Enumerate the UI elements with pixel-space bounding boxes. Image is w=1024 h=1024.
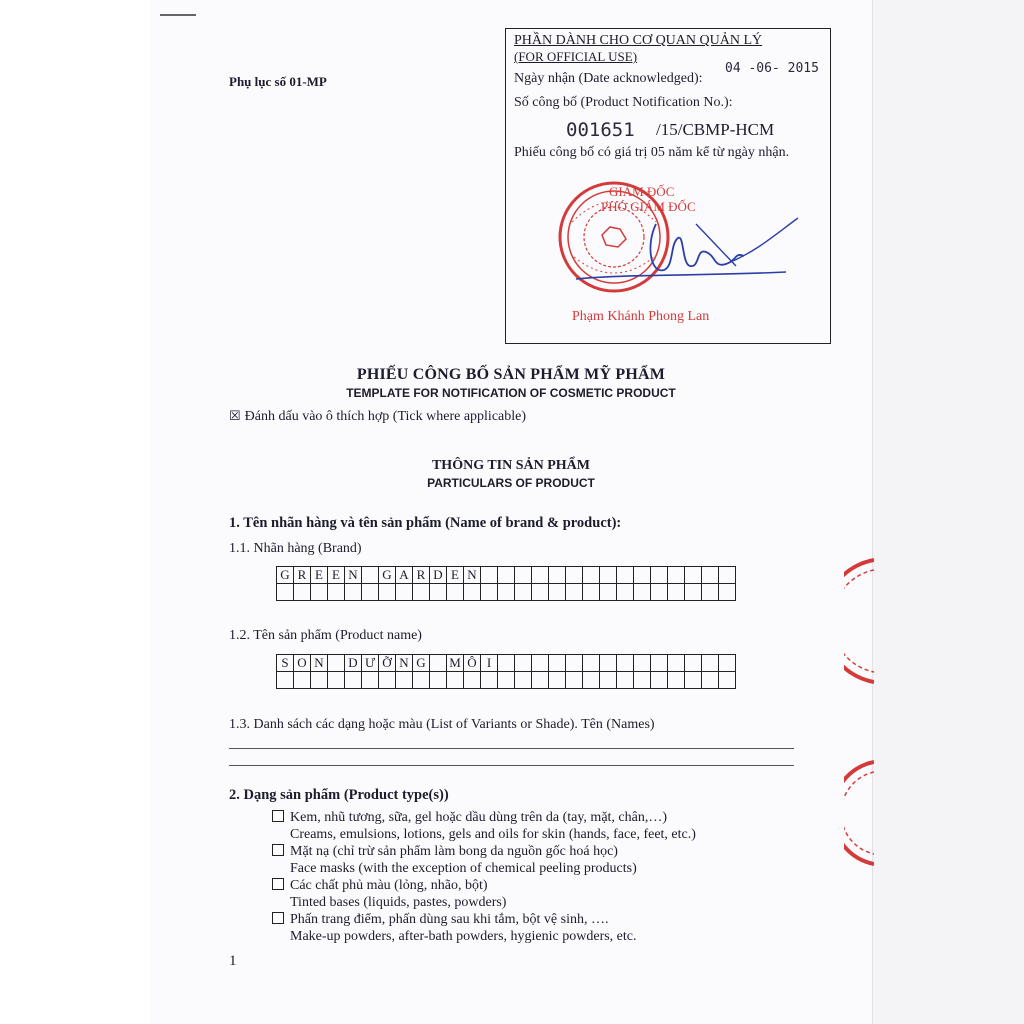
grid-cell[interactable]: [583, 655, 600, 672]
product-type-option-2[interactable]: [272, 844, 618, 860]
grid-row: [277, 567, 736, 584]
grid-cell[interactable]: Ô: [464, 655, 481, 672]
grid-cell[interactable]: [294, 584, 311, 601]
grid-cell[interactable]: [447, 584, 464, 601]
grid-cell[interactable]: [600, 672, 617, 689]
grid-cell[interactable]: [583, 567, 600, 584]
grid-cell[interactable]: [651, 567, 668, 584]
tick-instruction: [229, 408, 526, 425]
grid-cell[interactable]: [702, 672, 719, 689]
product-type-option-3[interactable]: [272, 878, 488, 894]
grid-cell[interactable]: D: [345, 655, 362, 672]
question-1-1-label: 1.1. Nhãn hàng (Brand): [229, 541, 362, 556]
grid-cell[interactable]: [702, 567, 719, 584]
grid-cell[interactable]: M: [447, 655, 464, 672]
grid-cell[interactable]: [685, 567, 702, 584]
grid-cell[interactable]: [464, 672, 481, 689]
grid-cell[interactable]: [583, 584, 600, 601]
option-label-vi: Mặt nạ (chỉ trừ sản phẩm làm bong da nguồn gốc hoá học): [290, 844, 618, 859]
product-type-option-4[interactable]: [272, 912, 608, 928]
grid-cell[interactable]: [634, 567, 651, 584]
grid-row: [277, 655, 736, 672]
question-1-3-label: 1.3. Danh sách các dạng hoặc màu (List of Variants or Shade). Tên (Names): [229, 717, 655, 732]
grid-cell[interactable]: [328, 672, 345, 689]
grid-cell[interactable]: [447, 672, 464, 689]
grid-cell[interactable]: E: [328, 567, 345, 584]
grid-cell[interactable]: [719, 672, 736, 689]
grid-cell[interactable]: [549, 672, 566, 689]
grid-cell[interactable]: [702, 655, 719, 672]
grid-cell[interactable]: [328, 655, 345, 672]
grid-cell[interactable]: [668, 584, 685, 601]
grid-cell[interactable]: G: [277, 567, 294, 584]
grid-cell[interactable]: [566, 672, 583, 689]
grid-cell[interactable]: N: [396, 655, 413, 672]
grid-cell[interactable]: [413, 584, 430, 601]
form-subtitle: TEMPLATE FOR NOTIFICATION OF COSMETIC PRODUCT: [346, 386, 676, 400]
grid-cell[interactable]: [668, 567, 685, 584]
annex-label: Phụ lục số 01-MP: [229, 74, 327, 89]
grid-cell[interactable]: [277, 584, 294, 601]
grid-cell[interactable]: [685, 584, 702, 601]
grid-cell[interactable]: [617, 672, 634, 689]
grid-cell[interactable]: [498, 655, 515, 672]
grid-cell[interactable]: [668, 672, 685, 689]
signer-role-deputy: PHÓ GIÁM ĐỐC: [601, 199, 696, 214]
grid-cell[interactable]: N: [464, 567, 481, 584]
grid-cell[interactable]: [651, 584, 668, 601]
grid-cell[interactable]: [362, 567, 379, 584]
grid-cell[interactable]: [362, 672, 379, 689]
grid-cell[interactable]: [413, 672, 430, 689]
checked-box-icon: ☒: [229, 408, 241, 423]
grid-cell[interactable]: R: [413, 567, 430, 584]
official-use-title: PHẦN DÀNH CHO CƠ QUAN QUẢN LÝ: [514, 33, 763, 48]
grid-cell[interactable]: [651, 655, 668, 672]
grid-cell[interactable]: D: [430, 567, 447, 584]
checkbox-icon[interactable]: [272, 810, 284, 822]
grid-cell[interactable]: [566, 567, 583, 584]
grid-cell[interactable]: [634, 584, 651, 601]
signature-icon: [566, 204, 806, 294]
grid-cell[interactable]: [549, 584, 566, 601]
grid-cell[interactable]: [702, 584, 719, 601]
edge-seal-icon: [844, 556, 874, 686]
grid-cell[interactable]: [430, 655, 447, 672]
section-title: THÔNG TIN SẢN PHẨM: [431, 458, 591, 473]
notification-number-label: Số công bố (Product Notification No.):: [514, 95, 733, 110]
grid-cell[interactable]: [532, 655, 549, 672]
grid-cell[interactable]: [719, 584, 736, 601]
grid-cell[interactable]: G: [379, 567, 396, 584]
grid-cell[interactable]: S: [277, 655, 294, 672]
grid-cell[interactable]: [685, 655, 702, 672]
grid-cell[interactable]: I: [481, 655, 498, 672]
grid-cell[interactable]: Ỡ: [379, 655, 396, 672]
grid-cell[interactable]: [498, 584, 515, 601]
grid-cell[interactable]: [481, 584, 498, 601]
grid-cell[interactable]: [617, 655, 634, 672]
tick-instruction-text: Đánh dấu vào ô thích hợp (Tick where applicable): [244, 409, 527, 424]
grid-cell[interactable]: [600, 655, 617, 672]
option-label-vi: Phấn trang điểm, phấn dùng sau khi tắm, bột vệ sinh, ….: [290, 912, 609, 927]
grid-cell[interactable]: Ư: [362, 655, 379, 672]
option-label-vi: Kem, nhũ tương, sữa, gel hoặc dầu dùng trên da (tay, mặt, chân,…): [290, 810, 668, 825]
option-label-en: Make-up powders, after-bath powders, hygienic powders, etc.: [290, 929, 637, 944]
grid-cell[interactable]: [481, 672, 498, 689]
page-number: 1: [229, 953, 237, 969]
grid-cell[interactable]: A: [396, 567, 413, 584]
grid-cell[interactable]: [481, 567, 498, 584]
validity-note: Phiếu công bố có giá trị 05 năm kể từ ngày nhận.: [514, 145, 790, 160]
grid-cell[interactable]: [617, 584, 634, 601]
option-label-vi: Các chất phủ màu (lỏng, nhão, bột): [290, 878, 488, 893]
grid-cell[interactable]: [396, 672, 413, 689]
grid-row: [277, 672, 736, 689]
grid-cell[interactable]: [668, 655, 685, 672]
grid-cell[interactable]: [634, 655, 651, 672]
section-subtitle: PARTICULARS OF PRODUCT: [427, 476, 595, 490]
official-use-title-en: (FOR OFFICIAL USE): [514, 49, 638, 64]
official-use-box: [505, 28, 831, 344]
product-name-char-grid[interactable]: [276, 654, 736, 689]
grid-cell[interactable]: G: [413, 655, 430, 672]
grid-cell[interactable]: [328, 584, 345, 601]
grid-cell[interactable]: R: [294, 567, 311, 584]
signer-role-director: GIÁM ĐỐC: [609, 184, 675, 199]
grid-cell[interactable]: [515, 567, 532, 584]
grid-cell[interactable]: [549, 655, 566, 672]
grid-cell[interactable]: [345, 672, 362, 689]
grid-cell[interactable]: [515, 672, 532, 689]
grid-row: [277, 584, 736, 601]
grid-cell[interactable]: [277, 672, 294, 689]
option-label-en: Creams, emulsions, lotions, gels and oils for skin (hands, face, feet, etc.): [290, 827, 696, 842]
grid-cell[interactable]: [311, 584, 328, 601]
grid-cell[interactable]: [379, 672, 396, 689]
grid-cell[interactable]: [498, 567, 515, 584]
option-label-en: Tinted bases (liquids, pastes, powders): [290, 895, 507, 910]
grid-cell[interactable]: [685, 672, 702, 689]
grid-cell[interactable]: [345, 584, 362, 601]
question-2-heading: 2. Dạng sản phẩm (Product type(s)): [229, 787, 449, 803]
grid-cell[interactable]: [379, 584, 396, 601]
grid-cell[interactable]: [583, 672, 600, 689]
product-type-option-1[interactable]: [272, 810, 667, 826]
grid-cell[interactable]: N: [345, 567, 362, 584]
grid-cell[interactable]: [719, 567, 736, 584]
edge-seal-icon: [844, 758, 874, 868]
date-acknowledged-value: 04 -06- 2015: [725, 61, 819, 76]
checkbox-icon[interactable]: [272, 912, 284, 924]
brand-char-grid[interactable]: [276, 566, 736, 601]
grid-cell[interactable]: [430, 584, 447, 601]
grid-cell[interactable]: [430, 672, 447, 689]
grid-cell[interactable]: [566, 584, 583, 601]
grid-cell[interactable]: [498, 672, 515, 689]
grid-cell[interactable]: O: [294, 655, 311, 672]
question-1-2-label: 1.2. Tên sản phẩm (Product name): [229, 628, 422, 643]
signer-name: Phạm Khánh Phong Lan: [572, 309, 710, 324]
grid-cell[interactable]: [515, 655, 532, 672]
grid-cell[interactable]: [600, 567, 617, 584]
variants-line-2[interactable]: [229, 765, 794, 766]
grid-cell[interactable]: [532, 567, 549, 584]
notification-number-suffix: /15/CBMP-HCM: [656, 120, 775, 139]
checkbox-icon[interactable]: [272, 878, 284, 890]
grid-cell[interactable]: [515, 584, 532, 601]
grid-cell[interactable]: [549, 567, 566, 584]
grid-cell[interactable]: [532, 584, 549, 601]
grid-cell[interactable]: [651, 672, 668, 689]
grid-cell[interactable]: [600, 584, 617, 601]
scan-mark: [160, 14, 196, 16]
grid-cell[interactable]: [362, 584, 379, 601]
grid-cell[interactable]: [566, 655, 583, 672]
grid-cell[interactable]: [294, 672, 311, 689]
grid-cell[interactable]: [396, 584, 413, 601]
page-background-edge: [872, 0, 1024, 1024]
grid-cell[interactable]: [532, 672, 549, 689]
grid-cell[interactable]: E: [447, 567, 464, 584]
grid-cell[interactable]: [634, 672, 651, 689]
checkbox-icon[interactable]: [272, 844, 284, 856]
grid-cell[interactable]: N: [311, 655, 328, 672]
form-title: PHIẾU CÔNG BỐ SẢN PHẨM MỸ PHẨM: [356, 366, 666, 383]
question-1-heading: 1. Tên nhãn hàng và tên sản phẩm (Name of brand & product):: [229, 515, 622, 531]
grid-cell[interactable]: [464, 584, 481, 601]
grid-cell[interactable]: [311, 672, 328, 689]
variants-line-1[interactable]: [229, 748, 794, 749]
grid-cell[interactable]: [617, 567, 634, 584]
option-label-en: Face masks (with the exception of chemical peeling products): [290, 861, 637, 876]
notification-number-value: 001651: [566, 119, 635, 141]
grid-cell[interactable]: [719, 655, 736, 672]
grid-cell[interactable]: E: [311, 567, 328, 584]
date-acknowledged-label: Ngày nhận (Date acknowledged):: [514, 71, 703, 86]
